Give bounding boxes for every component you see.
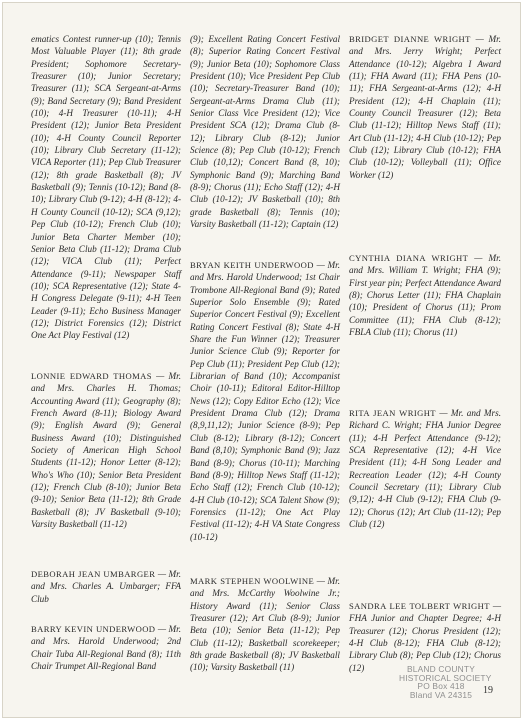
- separator: —: [435, 408, 451, 418]
- entry-paragraph: [349, 252, 501, 338]
- senior-name: LONNIE EDWARD THOMAS: [31, 371, 152, 381]
- entry-paragraph: [349, 407, 501, 530]
- entry-text: Mr. and Mrs. Harold Underwood; 2nd Chair Tuba All-Regional Band (8); 11th Chair Trumpet All-Regional Band: [31, 624, 181, 672]
- entry-deborah-umbarger: [31, 568, 181, 605]
- stamp-line: BLAND COUNTY: [406, 664, 475, 674]
- entry-bridget-wright: [349, 33, 501, 181]
- separator: —: [489, 601, 502, 611]
- senior-name: MARK STEPHEN WOOLWINE: [190, 576, 315, 586]
- entry-text: Mr. and Mrs. McCarthy Woolwine Jr.; History Award (11); Senior Class Treasurer (12); Art Club (8-9); Junior Beta (10); Senior Beta (11-12); Pep Club (11-12); Basketball scorekeeper; 8th grade Basketball (8); JV Basketball (10); Varsity Basketball (11): [190, 576, 341, 673]
- entry-text: (9); Excellent Rating Concert Festival (8); Superior Rating Concert Festival (9); Junior Beta (10); Sophomore Class President (10); Vice President Pep Club (10); Secretary-Treasurer Band (10); Sergeant-at-Arms Drama Club (11); Senior Class Vice President (12); Vice President SCA (12); Drama Club (8-12); Library Club (8-12); Junior Science (8); Pep Club (10-12); French Club (10,12); Concert Band (8, 10); Symphonic Band (9); Marching Band (8-9); Chorus (11); Echo Staff (12); 4-H Club (10-12); JV Basketball (10); 8th grade Basketball (8); Tennis (10); Varsity Basketball (11-12); Captain (12): [190, 34, 340, 230]
- senior-name: BRYAN KEITH UNDERWOOD: [190, 260, 314, 270]
- stamp-line: HISTORICAL SOCIETY: [399, 672, 492, 683]
- entry-text: ematics Contest runner-up (10); Tennis Most Valuable Player (11); 8th grade President; Sophomore Secretary-Treasurer (10); Junior Secretary; Treasurer (11); SCA Sergeant-at-Arms (9); Band Secretary (9); Band President (10); 4-H Treasurer (10-11); 4-H President (12); Junior Beta President (10); 4-H County Council Reporter (10); Library Club Secretary (11-12); VICA Reporter (11); Pep Club Treasurer (12); 8th grade Basketball (8); JV Basketball (9); Tennis (10-12); Band (8-10); Library Club (9-12); 4-H (8-12); 4-H County Council (10-12); SCA (9,12); Pep Club (10-12); French Club (10); Junior Beta Charter Member (10); Senior Beta Club (11-12); Drama Club (12); VICA Club (11); Perfect Attendance (9-11); Newspaper Staff (10); SCA Representative (12); State 4-H Congress Delegate (9-11); 4-H Teen Leader (9-11); Echo Business Manager (12); District Forensics (12); District One Act Play Festival (12): [31, 34, 181, 341]
- stamp-line: Bland VA 24315: [409, 689, 473, 700]
- entry-paragraph: [190, 259, 340, 543]
- entry-text: Mr. and Mrs. Harold Underwood; 1st Chair Trombone All-Regional Band (9); Rated Superior Solo Ensemble (9); Rated Superior Concert Festival (9); Excellent Rating Concert Festival (8); State 4-H Share the Fun Winner (12); Treasurer Junior Science Club (9); Reporter for Pep Club (11); President Pep Club (12); Librarian of Band (10); Accompanist Choir (10-11); Editoral Editor-Hilltop News (12); Copy Editor Echo (12); Vice President Drama Club (12); Drama (8,9,11,12); Junior Science (8-9); Pep Club (8-12); Library (8-12); Concert Band (8,10); Symphonic Band (9); Jazz Band (8-9); Chorus (10-11); Marching Band (8-9); Hilltop News Staff (11-12); Echo Staff (12); French Club (10-12); 4-H Club (10-12); SCA Talent Show (9); Forensics (11-12); One Act Play Festival (11-12); 4-H VA State Congress (10-12): [190, 260, 341, 542]
- yearbook-page: [2, 2, 521, 718]
- entry-text: Mr. and Mrs. William T. Wright; FHA (9); First year pin; Perfect Attendance Award (8); Chorus Letter (11); FHA Chaplain (10); President of Chorus (11); Prom Committee (11); FHA Club (8-12); FBLA Club (11); Chorus (11): [349, 253, 501, 338]
- separator: —: [314, 576, 328, 586]
- separator: —: [470, 34, 489, 44]
- senior-name: DEBORAH JEAN UMBARGER: [31, 569, 156, 579]
- entry-paragraph: [31, 623, 181, 672]
- entry-text: FHA Junior and Chapter Degree; 4-H Treasurer (12); Chorus President (12); 4-H Club (8-12); FHA Club (8-12); Library Club (8); Pep Club (12); Chorus (12): [349, 613, 501, 673]
- separator: —: [313, 260, 328, 270]
- senior-name: SANDRA LEE TOLBERT WRIGHT: [349, 601, 490, 611]
- entry-paragraph: [31, 370, 181, 530]
- separator: —: [151, 371, 169, 381]
- entry-cynthia-wright: [349, 252, 501, 338]
- senior-name: CYNTHIA DIANA WRIGHT: [349, 253, 469, 263]
- entry-paragraph: [349, 33, 501, 181]
- entry-paragraph: [190, 575, 340, 674]
- entry-text: Mr. and Mrs. Charles H. Thomas; Accounting Award (11); Geography (8); French Award (8-11); Biology Award (9); English Award (9); General Business Award (10); Distinguished Society of American High School Students (11-12); Honor Letter (8-12); Who's Who (10); Senior Beta President (12); French Club (8-10); Junior Beta (9-10); Senior Beta (11-12); 8th Grade Basketball (8); JV Basketball (9-10); Varsity Basketball (11-12): [31, 371, 182, 530]
- stamp-line: PO Box 418: [417, 681, 465, 692]
- senior-name: BARRY KEVIN UNDERWOOD: [31, 624, 156, 634]
- entry-lonnie-thomas: [31, 370, 181, 530]
- separator: —: [468, 253, 489, 263]
- entry-paragraph: [349, 600, 501, 674]
- entry-text: Mr. and Mrs. Jerry Wright; Perfect Attendance (10-12); Algebra I Award (11); FHA Award (11); FHA Pens (10-11); FHA Sergeant-at-Arms (12); 4-H President (12); 4-H Chaplain (11); County Council Treasurer (12); Beta Club (11-12); Hilltop News Staff (11); Art Club (11-12); 4-H Club (10-12); Pep Club (12); Library Club (10-12); FHA Club (10-12); Volleyball (11); Office Worker (12): [349, 34, 501, 180]
- separator: —: [155, 624, 169, 634]
- entry-sandra-wright: [349, 600, 501, 674]
- separator: —: [155, 569, 169, 579]
- entry-paragraph: [31, 568, 181, 605]
- entry-continuation-1: [31, 33, 181, 342]
- entry-continuation-2: [190, 33, 340, 231]
- entry-mark-woolwine: [190, 575, 340, 674]
- entry-barry-underwood: [31, 623, 181, 672]
- entry-text: Mr. and Mrs. Charles A. Umbarger; FFA Club: [31, 569, 182, 604]
- entry-rita-wright: [349, 407, 501, 530]
- page-number: 19: [483, 685, 493, 696]
- entry-bryan-underwood: [190, 259, 340, 543]
- senior-name: RITA JEAN WRIGHT: [349, 408, 436, 418]
- senior-name: BRIDGET DIANNE WRIGHT: [349, 34, 471, 44]
- entry-text: Mr. and Mrs. Richard C. Wright; FHA Junior Degree (11); 4-H Perfect Attendance (9-12); SCA Representative (12); 4-H Vice President (11); 4-H Song Leader and Recreation Leader (12); 4-H County Council Secretary (11); Library Club (9,12); 4-H Club (9-12); FHA Club (9-12); Chorus (12); Art Club (11-12); Pep Club (12): [349, 408, 502, 530]
